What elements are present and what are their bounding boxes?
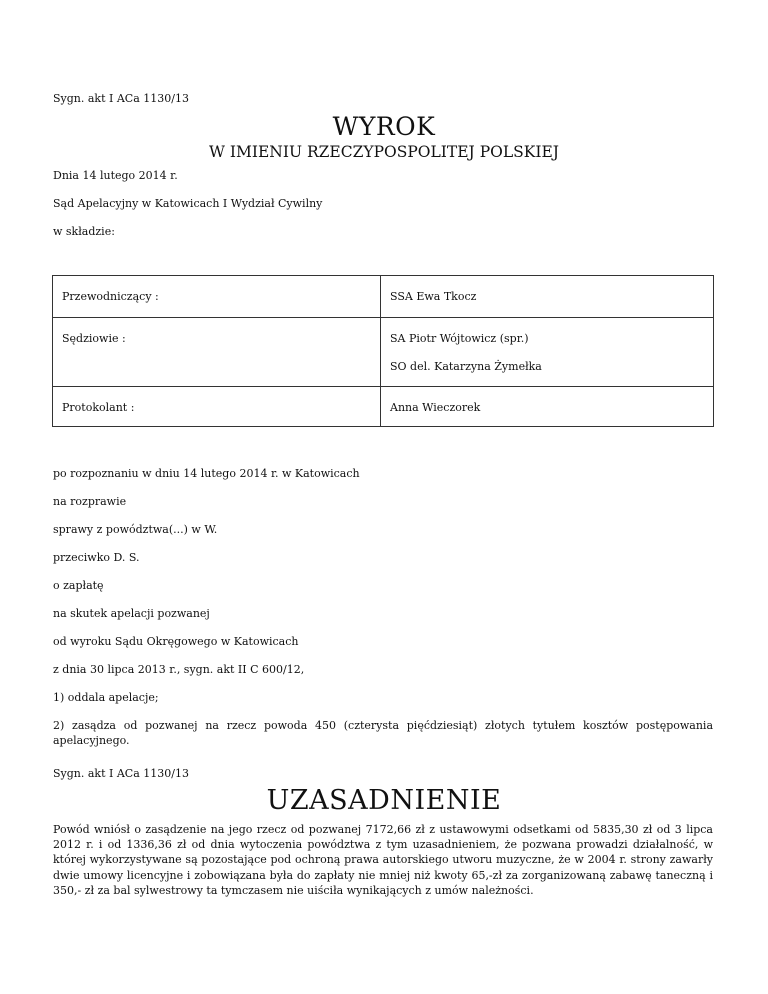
case-signature: Sygn. akt I ACa 1130/13 xyxy=(53,92,189,105)
justification-title: UZASADNIENIE xyxy=(266,785,502,816)
court-panel-table xyxy=(52,275,714,427)
proceedings-line: na skutek apelacji pozwanej xyxy=(53,607,210,620)
ruling-item: 2) zasądza od pozwanej na rzecz powoda 450 (czterysta pięćdziesiąt) złotych tytułem kosztów postępowania apelacyjnego. xyxy=(53,719,713,748)
proceedings-line: sprawy z powództwa(...) w W. xyxy=(53,523,218,536)
chair-label: Przewodniczący : xyxy=(62,290,159,303)
ruling-item: 1) oddala apelacje; xyxy=(53,691,159,704)
table-cell xyxy=(53,318,381,387)
clerk-label: Protokolant : xyxy=(62,401,135,414)
table-cell xyxy=(53,387,381,427)
clerk-name: Anna Wieczorek xyxy=(390,401,481,414)
table-cell xyxy=(381,318,714,387)
judgment-subtitle: W IMIENIU RZECZYPOSPOLITEJ POLSKIEJ xyxy=(209,143,559,161)
judgment-title: WYROK xyxy=(332,112,436,141)
table-cell xyxy=(381,276,714,318)
judge-name: SO del. Katarzyna Żymełka xyxy=(390,360,542,373)
composition-label: w składzie: xyxy=(53,225,115,238)
table-row xyxy=(53,276,714,318)
proceedings-line: z dnia 30 lipca 2013 r., sygn. akt II C 600/12, xyxy=(53,663,305,676)
chair-name: SSA Ewa Tkocz xyxy=(390,290,477,303)
proceedings-line: od wyroku Sądu Okręgowego w Katowicach xyxy=(53,635,299,648)
judge-name: SA Piotr Wójtowicz (spr.) xyxy=(390,332,529,345)
table-cell xyxy=(53,276,381,318)
table-cell xyxy=(381,387,714,427)
table-row xyxy=(53,318,714,387)
court-name: Sąd Apelacyjny w Katowicach I Wydział Cywilny xyxy=(53,197,323,210)
table-row xyxy=(53,387,714,427)
judges-label: Sędziowie : xyxy=(62,332,126,345)
justification-paragraph: Powód wniósł o zasądzenie na jego rzecz od pozwanej 7172,66 zł z ustawowymi odsetkami od 5835,30 zł od 3 lipca 2012 r. i od 1336,36 zł od dnia wytoczenia powództwa z tym uzasadnieniem, że pozwana prowadzi działalność, w której wykorzystywane są pozostające pod ochroną prawa autorskiego utworu muzyczne, że w 2004 r. strony zawarły dwie umowy licencyjne i zobowiązana była do zapłaty nie mniej niż kwoty 65,-zł za zorganizowaną zabawę taneczną i 350,- zł za bal sylwestrowy ta tymczasem nie uiściła wynikających z umów należności. xyxy=(53,823,713,897)
case-signature: Sygn. akt I ACa 1130/13 xyxy=(53,767,189,780)
judgment-date: Dnia 14 lutego 2014 r. xyxy=(53,169,178,182)
proceedings-line: przeciwko D. S. xyxy=(53,551,140,564)
proceedings-line: na rozprawie xyxy=(53,495,127,508)
proceedings-line: po rozpoznaniu w dniu 14 lutego 2014 r. w Katowicach xyxy=(53,467,360,480)
proceedings-line: o zapłatę xyxy=(53,579,104,592)
